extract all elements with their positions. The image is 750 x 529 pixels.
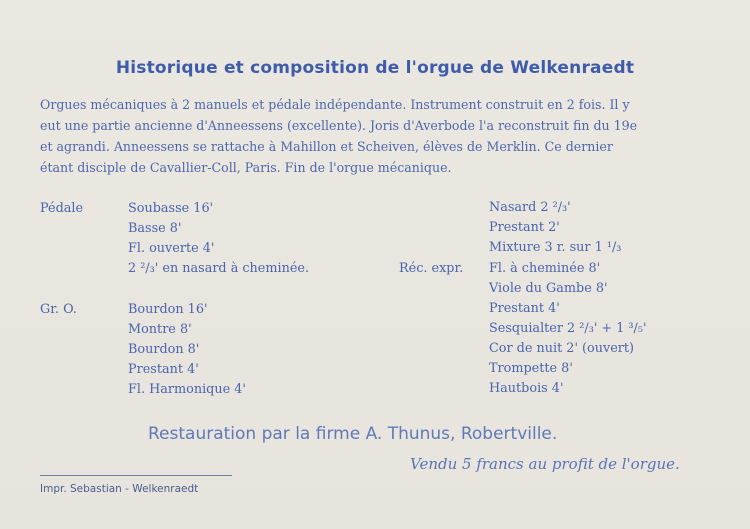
history-line: eut une partie ancienne d'Anneessens (excellente). Joris d'Averbode l'a reconstruit fin du 19e	[40, 118, 638, 133]
division-label-grand-orgue: Gr. O.	[40, 302, 77, 317]
stop-item: Hautbois 4'	[489, 381, 564, 396]
sale-note: Vendu 5 francs au profit de l'orgue.	[410, 455, 680, 473]
stop-item: Bourdon 16'	[128, 302, 208, 317]
stop-item: Montre 8'	[128, 322, 192, 337]
stop-item: Prestant 4'	[489, 301, 560, 316]
history-line: et agrandi. Anneessens se rattache à Mahillon et Scheiven, élèves de Merklin. Ce dernier	[40, 139, 613, 154]
stop-item: Soubasse 16'	[128, 201, 214, 216]
stop-item: Prestant 4'	[128, 362, 199, 377]
stop-item: Sesquialter 2 ²/₃' + 1 ³/₅'	[489, 321, 647, 336]
stop-item: Cor de nuit 2' (ouvert)	[489, 341, 635, 356]
restoration-credit: Restauration par la firme A. Thunus, Robertville.	[148, 424, 558, 444]
stop-item: Prestant 2'	[489, 220, 560, 235]
stop-item: Nasard 2 ²/₃'	[489, 200, 571, 215]
division-label-pedale: Pédale	[40, 201, 84, 216]
footer-divider	[40, 475, 232, 476]
stop-item: Basse 8'	[128, 221, 182, 236]
document-title: Historique et composition de l'orgue de Welkenraedt	[115, 58, 635, 78]
printer-credit: Impr. Sebastian - Welkenraedt	[40, 483, 199, 495]
stop-item: Viole du Gambe 8'	[489, 281, 608, 296]
stop-item: Trompette 8'	[489, 361, 573, 376]
stop-item: Fl. à cheminée 8'	[489, 261, 601, 276]
division-label-recit: Réc. expr.	[399, 261, 464, 276]
stop-item: Fl. ouverte 4'	[128, 241, 215, 256]
stop-item: Mixture 3 r. sur 1 ¹/₃	[489, 240, 622, 255]
stop-item: 2 ²/₃' en nasard à cheminée.	[128, 261, 310, 276]
history-line: Orgues mécaniques à 2 manuels et pédale indépendante. Instrument construit en 2 fois. Il y	[40, 97, 630, 112]
stop-item: Fl. Harmonique 4'	[128, 382, 246, 397]
history-line: étant disciple de Cavallier-Coll, Paris. Fin de l'orgue mécanique.	[40, 160, 452, 175]
history-paragraph	[40, 94, 716, 178]
stop-item: Bourdon 8'	[128, 342, 200, 357]
